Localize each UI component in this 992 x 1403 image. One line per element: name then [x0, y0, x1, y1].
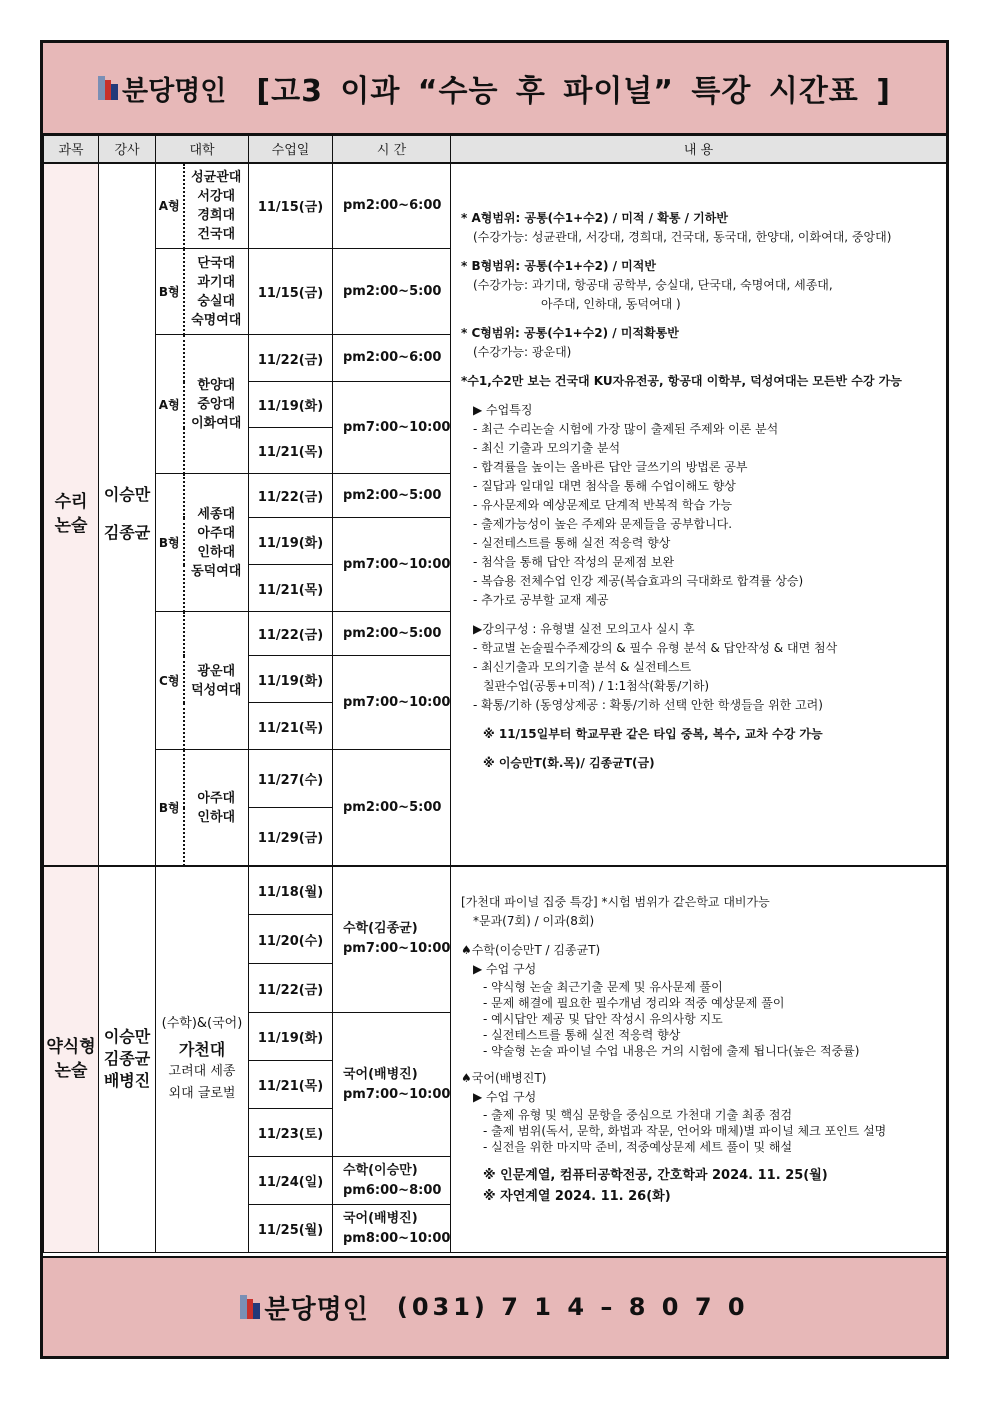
col-header-content: 내 용: [451, 136, 947, 163]
class-date: 11/27(수): [249, 750, 333, 808]
table-row: [44, 163, 947, 249]
class-time: pm2:00~6:00: [333, 335, 451, 382]
class-time-korean: 국어(배병진) pm7:00~10:00: [333, 1013, 451, 1157]
university-list: 아주대 인하대: [184, 750, 249, 866]
class-time: pm2:00~5:00: [333, 249, 451, 335]
class-date: 11/21(목): [249, 1061, 333, 1109]
university-list: 성균관대 서강대 경희대 건국대: [184, 163, 249, 249]
class-date: 11/22(금): [249, 612, 333, 656]
class-date: 11/19(화): [249, 518, 333, 565]
brand-logo-icon: [240, 1295, 260, 1319]
type-label: B형: [156, 249, 184, 335]
class-date: 11/20(수): [249, 915, 333, 964]
footer-brand: 분당명인: [264, 1294, 369, 1325]
class-date: 11/22(금): [249, 964, 333, 1013]
content-math-essay: * A형범위: 공통(수1+수2) / 미적 / 확통 / 기하반 (수강가능: 성균관대, 서강대, 경희대, 건국대, 동국대, 한양대, 이화여대, 중앙대) * B형범위: 공통(수1+수2) / 미적반 (수강가능: 과기대, 항공대 공학부, 숭실대, 단국대, 숙명여대, 세종대, 아주대, 인하대, 동덕여대 ) * C형범위: 공통(수1+수2) / 미적확통반 (수강가능: 광운대) *수1,수2만 보는 건국대 KU자유전공, 항공대 이학부, 덕성여대는 모든반 수강 가능 ▶ 수업특징 - 최근 수리논술 시험에 가장 많이 출제된 주제와 이론 분석 - 최신 기출과 모의기출 분석 - 합격률을 높이는 올바른 답안 글쓰기의 방법론 공부 - 질답과 일대일 대면 첨삭을 통해 수업이해도 향상 - 유사문제와 예상문제로 단계적 반복적 학습 가능 - 출제가능성이 높은 주제와 문제들을 공부합니다. - 실전테스트를 통해 실전 적응력 향상 - 첨삭을 통해 답안 작성의 문제점 보완 - 복습용 전체수업 인강 제공(복습효과의 극대화로 합격률 상승) - 추가로 공부할 교재 제공 ▶강의구성 : 유형별 실전 모의고사 실시 후 - 학교별 논술필수주제강의 & 필수 유형 분석 & 답안작성 & 대면 첨삭 - 최신기출과 모의기출 분석 & 실전테스트 칠판수업(공통+미적) / 1:1첨삭(확통/기하) - 확통/기하 (동영상제공 : 확통/기하 선택 안한 학생들을 위한 고려) ※ 11/15일부터 학교무관 같은 타입 중복, 복수, 교차 수강 가능 ※ 이승만T(화.목)/ 김종균T(금): [451, 163, 947, 866]
class-time: pm7:00~10:00: [333, 518, 451, 612]
header-brand: 분당명인: [122, 75, 227, 107]
subject-math-essay: 수리 논술: [44, 163, 99, 866]
class-time: pm7:00~10:00: [333, 656, 451, 750]
class-time: pm7:00~10:00: [333, 382, 451, 474]
type-label: A형: [156, 335, 184, 474]
col-header-time: 시 간: [333, 136, 451, 163]
university-cell-gachon: (수학)&(국어) 가천대 고려대 세종 외대 글로벌: [156, 866, 249, 1253]
class-date: 11/25(월): [249, 1205, 333, 1253]
instructor-cell: [99, 866, 156, 1253]
content-short-essay: [가천대 파이널 집중 특강] *시험 범위가 같은학교 대비가능 *문과(7회) / 이과(8회) ♠수학(이승만T / 김종균T) ▶ 수업 구성 - 약식형 논술 최근기출 문제 및 유사문제 풀이 - 문제 해결에 필요한 필수개념 정리와 적중 예상문제 풀이 - 예시답안 제공 및 답안 작성시 유의사항 지도 - 실전테스트를 통해 실전 적응력 향상 - 약술형 논술 파이널 수업 내용은 거의 시험에 출제 됩니다(높은 적중률) ♠국어(배병진T) ▶ 수업 구성 - 출제 유형 및 핵심 문항을 중심으로 가천대 기출 최종 점검 - 출제 범위(독서, 문학, 화법과 작문, 언어와 매체)별 파이널 체크 포인트 설명 - 실전을 위한 마지막 준비, 적중예상문제 세트 풀이 및 해설 ※ 인문계열, 컴퓨터공학전공, 간호학과 2024. 11. 25(월) ※ 자연계열 2024. 11. 26(화): [451, 866, 947, 1253]
class-date: 11/29(금): [249, 808, 333, 866]
type-label: C형: [156, 612, 184, 750]
class-date: 11/22(금): [249, 474, 333, 518]
university-list: 단국대 과기대 숭실대 숙명여대: [184, 249, 249, 335]
university-list: 한양대 중앙대 이화여대: [184, 335, 249, 474]
class-date: 11/15(금): [249, 249, 333, 335]
class-date: 11/19(화): [249, 1013, 333, 1061]
instructor-name: 이승만: [103, 485, 151, 505]
instructor-name: 김종균: [103, 1049, 151, 1069]
class-date: 11/19(화): [249, 656, 333, 703]
schedule-table: [43, 135, 947, 1253]
class-time: pm2:00~6:00: [333, 163, 451, 249]
col-header-university: 대학: [156, 136, 249, 163]
instructor-cell: [99, 163, 156, 866]
class-date: 11/22(금): [249, 335, 333, 382]
type-label: B형: [156, 750, 184, 866]
class-date: 11/21(목): [249, 565, 333, 612]
class-time-korean2: 국어(배병진) pm8:00~10:00: [333, 1205, 451, 1253]
brand-logo-icon: [98, 76, 118, 100]
class-time: pm2:00~5:00: [333, 750, 451, 866]
class-time: pm2:00~5:00: [333, 612, 451, 656]
class-date: 11/21(목): [249, 428, 333, 474]
type-label: B형: [156, 474, 184, 612]
class-date: 11/23(토): [249, 1109, 333, 1157]
table-row: [44, 866, 947, 915]
university-list: 세종대 아주대 인하대 동덕여대: [184, 474, 249, 612]
type-label: A형: [156, 163, 184, 249]
instructor-name: 김종균: [103, 523, 151, 543]
class-date: 11/24(일): [249, 1157, 333, 1205]
table-header-row: [44, 136, 947, 163]
footer-phone: (031) 7 1 4 – 8 0 7 0: [396, 1293, 749, 1321]
class-time-math2: 수학(이승만) pm6:00~8:00: [333, 1157, 451, 1205]
class-time-math: 수학(김종균) pm7:00~10:00: [333, 866, 451, 1013]
instructor-name: 배병진: [103, 1071, 151, 1091]
footer-banner: [43, 1256, 946, 1356]
class-date: 11/21(목): [249, 703, 333, 750]
col-header-instructor: 강사: [99, 136, 156, 163]
timetable-sheet: [40, 40, 949, 1359]
class-date: 11/15(금): [249, 163, 333, 249]
header-banner: [43, 43, 946, 135]
subject-short-essay: 약식형 논술: [44, 866, 99, 1253]
class-time: pm2:00~5:00: [333, 474, 451, 518]
col-header-subject: 과목: [44, 136, 99, 163]
instructor-name: 이승만: [103, 1027, 151, 1047]
col-header-date: 수업일: [249, 136, 333, 163]
university-list: 광운대 덕성여대: [184, 612, 249, 750]
class-date: 11/19(화): [249, 382, 333, 428]
class-date: 11/18(월): [249, 866, 333, 915]
page-title: [고3 이과 “수능 후 파이널” 특강 시간표 ]: [256, 74, 891, 109]
